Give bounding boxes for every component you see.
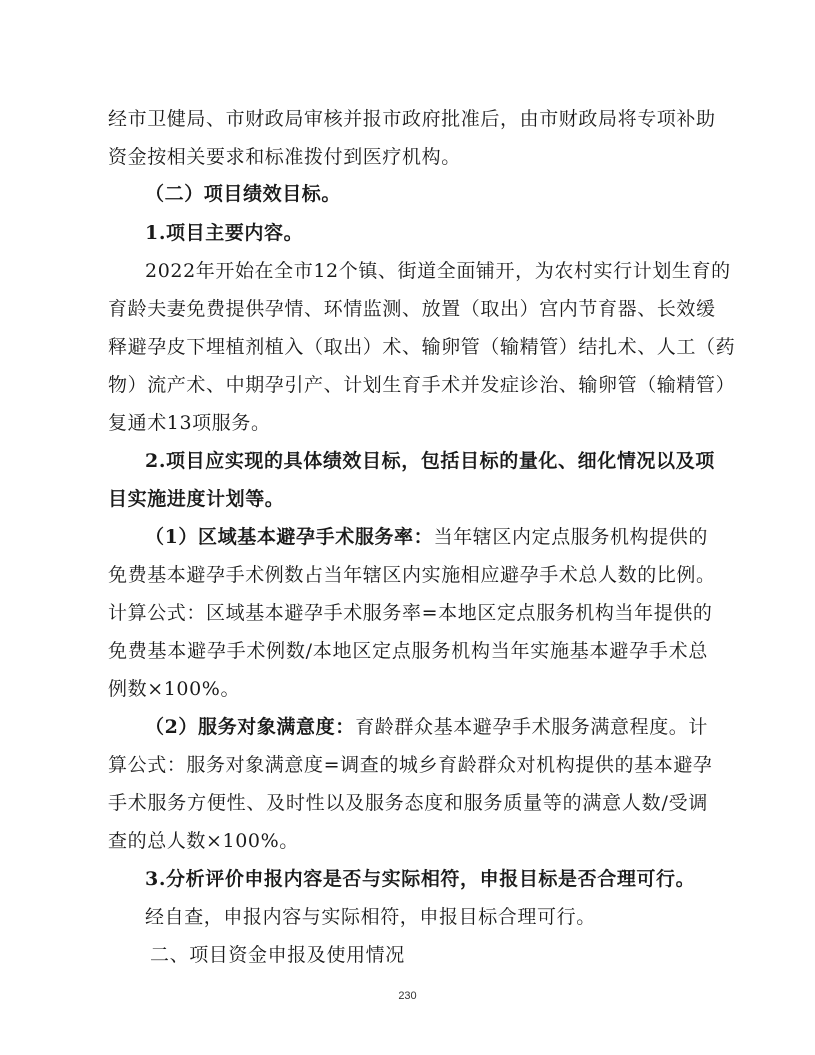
item-service-rate-line-5: 例数×100%。 <box>108 678 241 700</box>
paragraph-content-line-2: 育龄夫妻免费提供孕情、环情监测、放置（取出）宫内节育器、长效缓 <box>108 298 716 320</box>
item-service-rate-line-2: 免费基本避孕手术例数占当年辖区内实施相应避孕手术总人数的比例。 <box>108 564 716 586</box>
heading-analysis: 3.分析评价申报内容是否与实际相符，申报目标是否合理可行。 <box>145 868 696 890</box>
item-service-rate-line-4: 免费基本避孕手术例数/本地区定点服务机构当年实施基本避孕手术总 <box>108 640 708 662</box>
item-service-rate-line-1 <box>145 528 708 547</box>
item-service-rate-label: （1）区域基本避孕手术服务率： <box>145 526 434 548</box>
paragraph-content-line-4: 物）流产术、中期孕引产、计划生育手术并发症诊治、输卵管（输精管） <box>108 374 736 396</box>
paragraph-content-line-1: 2022年开始在全市12个镇、街道全面铺开，为农村实行计划生育的 <box>145 260 731 282</box>
paragraph-funding-line-1: 经市卫健局、市财政局审核并报市政府批准后，由市财政局将专项补助 <box>108 108 716 130</box>
item-satisfaction-line-4: 查的总人数×100%。 <box>108 830 299 852</box>
heading-main-content: 1.项目主要内容。 <box>145 222 304 244</box>
item-satisfaction-label: （2）服务对象满意度： <box>145 716 355 738</box>
item-satisfaction-text: 育龄群众基本避孕手术服务满意程度。计 <box>355 716 708 738</box>
heading-targets-line-1: 2.项目应实现的具体绩效目标，包括目标的量化、细化情况以及项 <box>145 450 715 472</box>
paragraph-funding-line-2: 资金按相关要求和标准拨付到医疗机构。 <box>108 146 461 168</box>
heading-targets-line-2: 目实施进度计划等。 <box>108 488 285 510</box>
paragraph-content-line-3: 释避孕皮下埋植剂植入（取出）术、输卵管（输精管）结扎术、人工（药 <box>108 336 736 358</box>
item-satisfaction-line-3: 手术服务方便性、及时性以及服务态度和服务质量等的满意人数/受调 <box>108 792 708 814</box>
item-service-rate-text: 当年辖区内定点服务机构提供的 <box>433 526 708 548</box>
page-number: 230 <box>398 990 417 1002</box>
item-satisfaction-line-2: 算公式：服务对象满意度=调查的城乡育龄群众对机构提供的基本避孕 <box>108 754 713 776</box>
heading-performance-goals: （二）项目绩效目标。 <box>145 183 342 205</box>
heading-section-two: 二、项目资金申报及使用情况 <box>150 944 405 966</box>
paragraph-self-check: 经自查，申报内容与实际相符，申报目标合理可行。 <box>145 906 596 928</box>
item-service-rate-line-3: 计算公式：区域基本避孕手术服务率=本地区定点服务机构当年提供的 <box>108 602 713 624</box>
item-satisfaction-line-1 <box>145 718 708 737</box>
paragraph-content-line-5: 复通术13项服务。 <box>108 412 271 434</box>
